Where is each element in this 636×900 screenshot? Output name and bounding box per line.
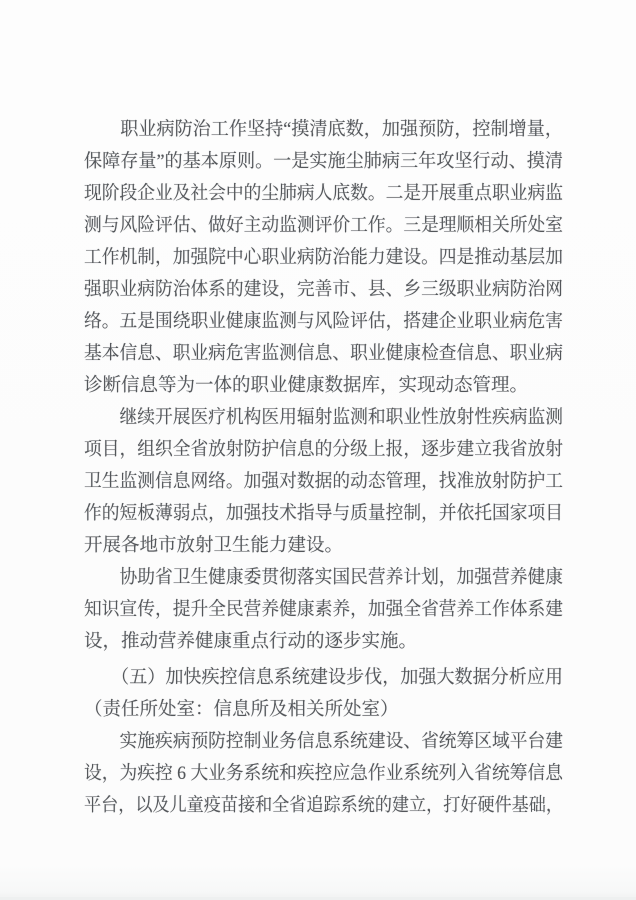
text-line-content: 诊断信息等为一体的职业健康数据库，实现动态管理。 [84,376,529,396]
text-line-content: （责任所处室：信息所及相关所处室） [84,700,399,720]
text-line [84,210,563,242]
text-line [84,498,563,530]
text-line-content: 设，推动营养健康重点行动的逐步实施。 [84,632,418,652]
text-line [84,274,563,306]
text-line [84,114,563,146]
text-line [84,758,563,790]
text-line-content: 络。五是围绕职业健康监测与风险评估，搭建企业职业病危害 [84,312,563,332]
text-line [84,146,563,178]
text-line-content: 设，为疾控 6 大业务系统和疾控应急作业系统列入省统筹信息 [84,764,563,784]
text-line-content: 工作机制，加强院中心职业病防治能力建设。四是推动基层加 [84,248,563,268]
text-line [84,242,563,274]
text-line [84,626,563,658]
paragraph-nutrition-plan [84,562,563,658]
text-line-content: 协助省卫生健康委贯彻落实国民营养计划，加强营养健康 [84,568,563,588]
text-line-content: 职业病防治工作坚持“摸清底数，加强预防，控制增量， [84,120,563,140]
text-line-content: 知识宣传，提升全民营养健康素养，加强全省营养工作体系建 [84,600,563,620]
text-line-content: 保障存量”的基本原则。一是实施尘肺病三年攻坚行动、摸清 [84,152,563,172]
text-line [84,178,563,210]
text-line-content: 继续开展医疗机构医用辐射监测和职业性放射性疾病监测 [84,408,563,428]
text-line [84,726,563,758]
text-line-content: 实施疾病预防控制业务信息系统建设、省统筹区域平台建 [84,732,563,752]
text-line [84,530,563,562]
document-text-block [84,114,563,822]
text-line-content: 现阶段企业及社会中的尘肺病人底数。二是开展重点职业病监 [84,184,563,204]
text-line [84,662,563,694]
paragraph-occupational-disease-prevention [84,114,563,402]
text-line [84,594,563,626]
text-line [84,694,563,726]
paragraph-cdc-information-system [84,726,563,822]
heading-section-five [84,662,563,726]
text-line [84,790,563,822]
text-line-content: 平台，以及儿童疫苗接和全省追踪系统的建立，打好硬件基础， [84,796,563,816]
paragraph-radiation-monitoring [84,402,563,562]
text-line [84,338,563,370]
text-line [84,370,563,402]
text-line-content: 测与风险评估、做好主动监测评价工作。三是理顺相关所处室 [84,216,563,236]
text-line-content: 基本信息、职业病危害监测信息、职业健康检查信息、职业病 [84,344,563,364]
text-line-content: 作的短板薄弱点，加强技术指导与质量控制，并依托国家项目 [84,504,563,524]
text-line-content: 强职业病防治体系的建设，完善市、县、乡三级职业病防治网 [84,280,563,300]
text-line [84,434,563,466]
text-line [84,466,563,498]
text-line [84,562,563,594]
text-line [84,306,563,338]
text-line-content: 项目，组织全省放射防护信息的分级上报，逐步建立我省放射 [84,440,563,460]
text-line-content: （五）加快疾控信息系统建设步伐，加强大数据分析应用 [84,668,563,688]
text-line-content: 开展各地市放射卫生能力建设。 [84,536,344,556]
text-line-content: 卫生监测信息网络。加强对数据的动态管理，找准放射防护工 [84,472,563,492]
text-line [84,402,563,434]
